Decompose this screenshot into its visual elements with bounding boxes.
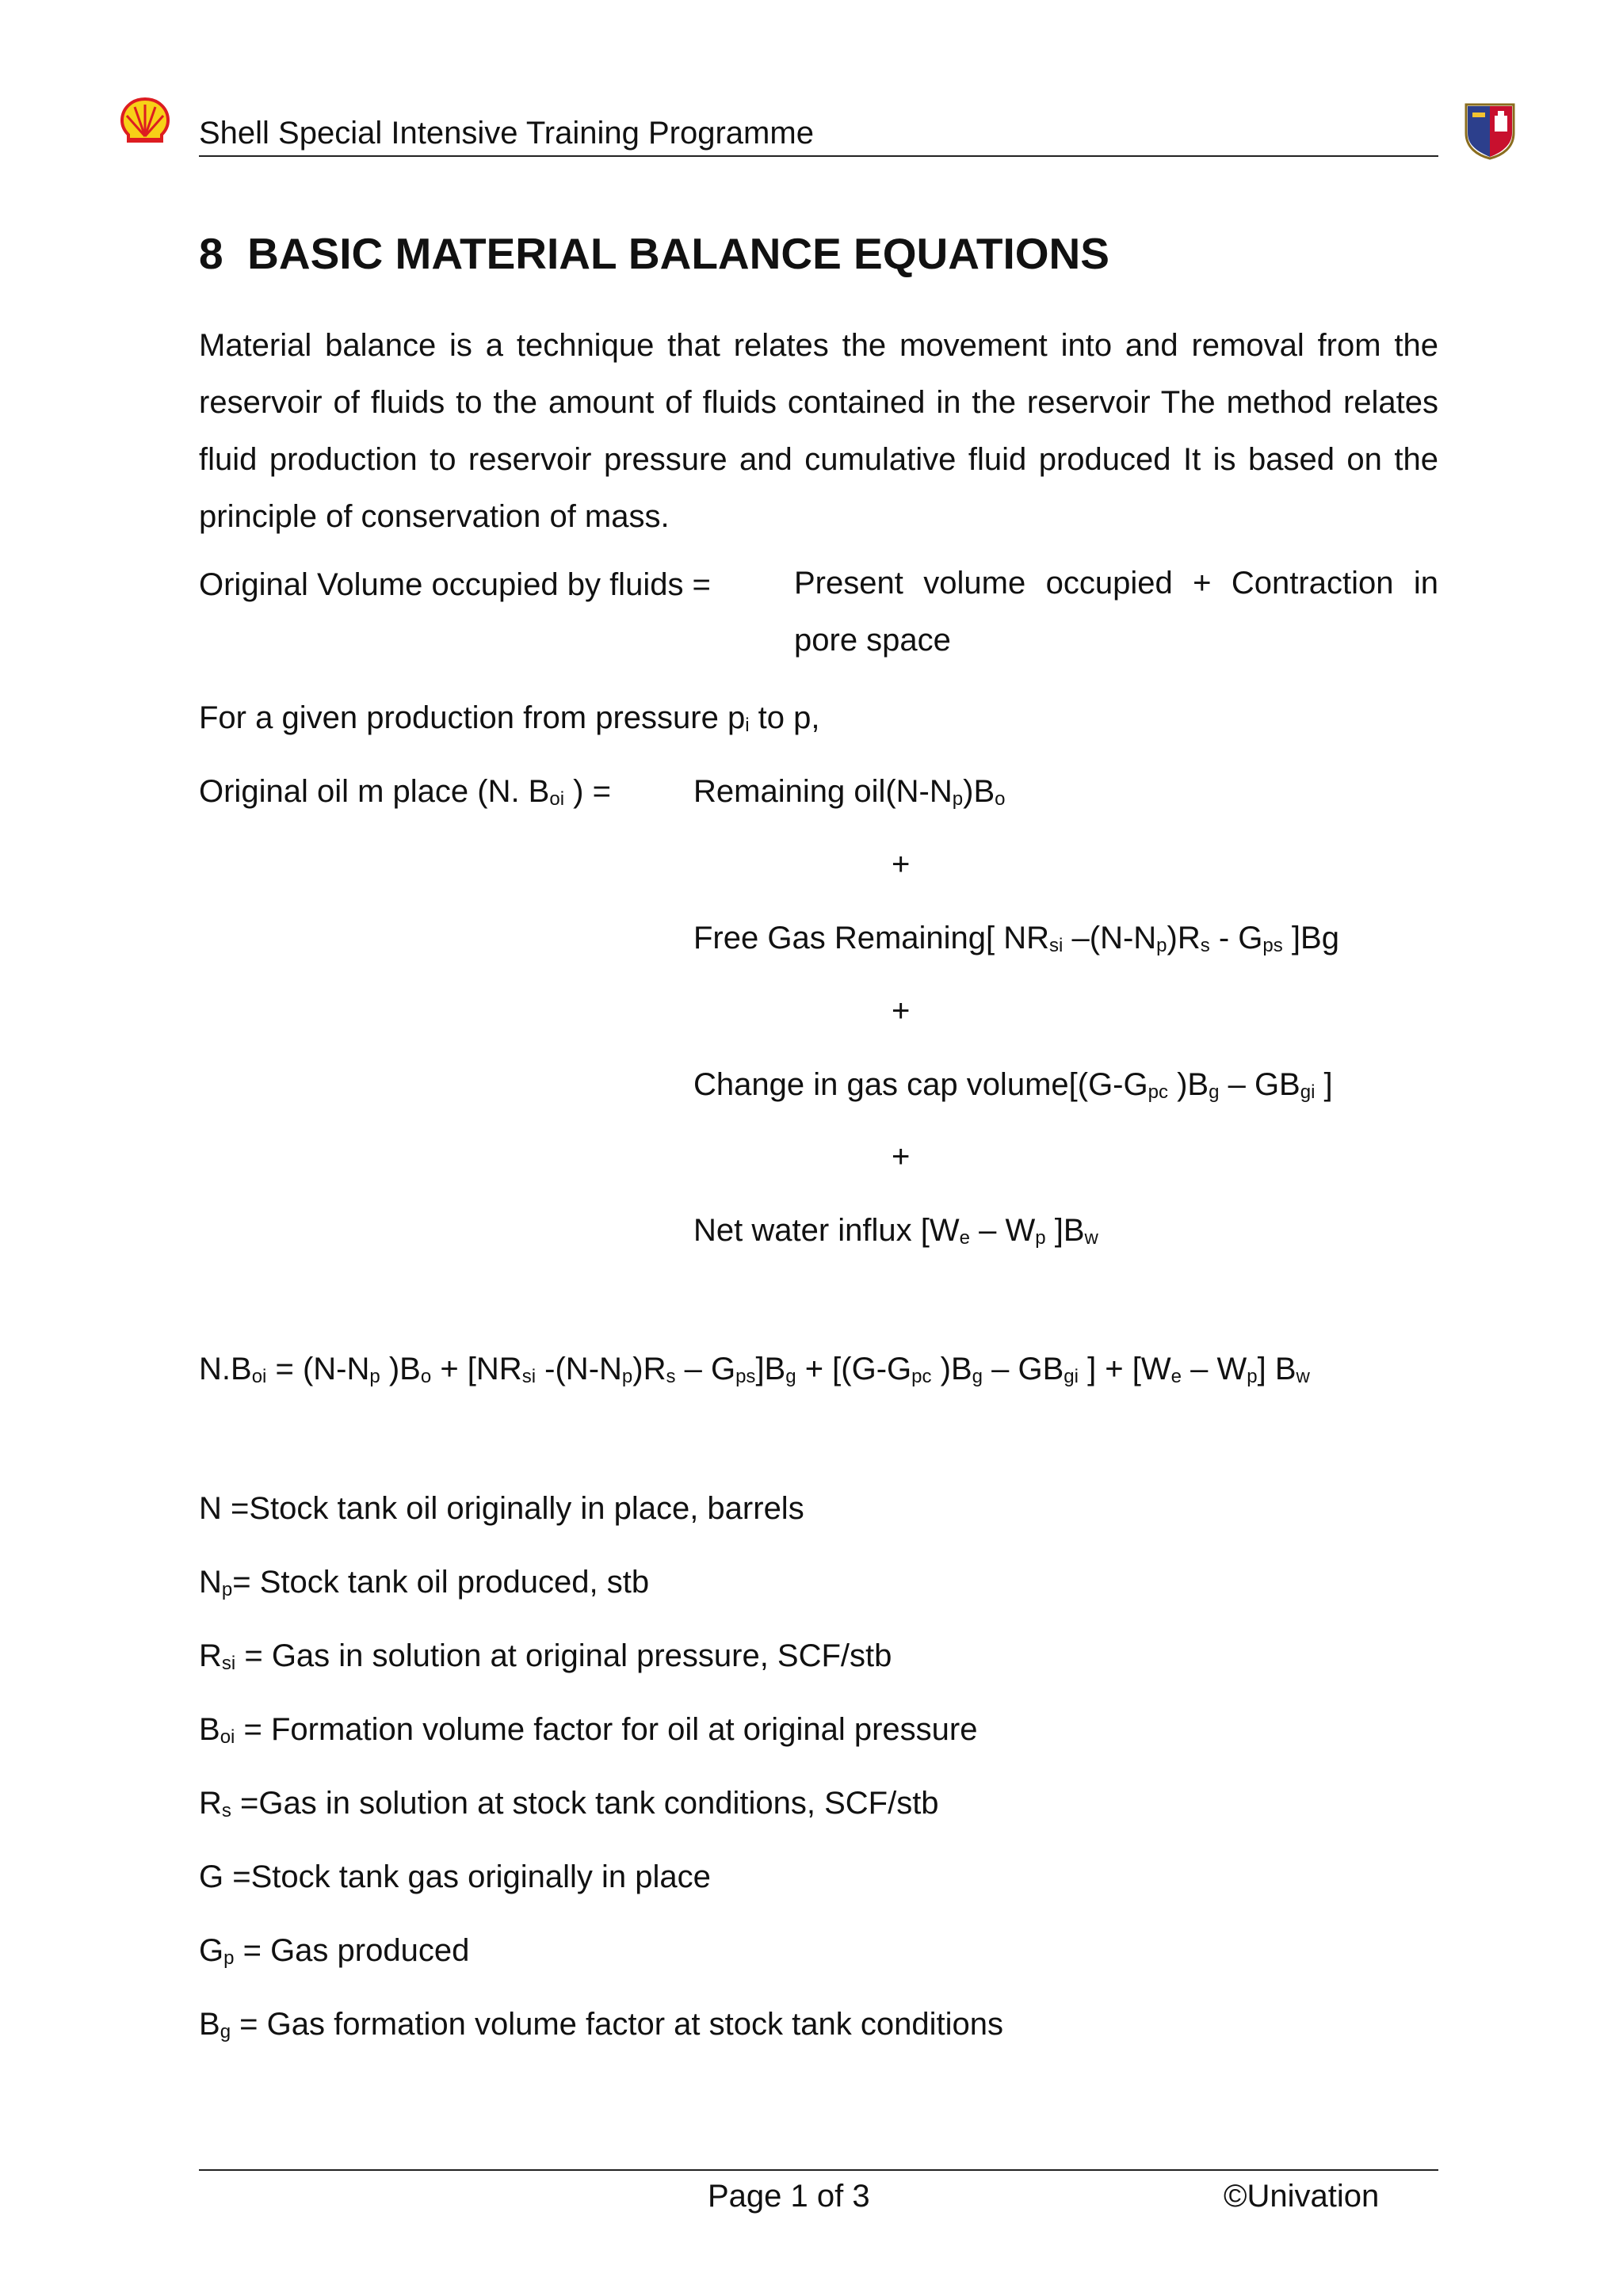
definition-item: $R_s =Gas$ in solution at stock tank conditions, SCF/stb — [199, 1786, 939, 1822]
intro-paragraph: Material balance is a technique that relates the movement into and removal from the reservoir of fluids to the amount of fluids contained in the reservoir The method relates fluid production to reservoir pressure and cumulative fluid produced It is based on the principle of conservation of mass. — [199, 328, 1438, 534]
plus-sign: + — [892, 1139, 911, 1174]
plus-sign: + — [892, 994, 911, 1028]
page-number: Page 1 of 3 — [708, 2179, 870, 2214]
section-number: 8 — [199, 229, 223, 278]
copyright-notice: ©Univation — [1224, 2179, 1380, 2214]
balance-term-remaining-oil: Remaining $oil(N-N_p)B_o$ — [693, 774, 1006, 810]
material-balance-equation: $N.B_{oi} = (N-N_p$ )$B_o + [NR_{si}$ $-(N-N_p)R_s - G_{ps}]B_g + [(G-G_{pc}$ )$B_g - GB_{gi}$ ] + $[W_e - W_p]$ $B_w$ — [199, 1352, 1310, 1388]
plus-sign: + — [892, 847, 911, 882]
definition-item: $N_p=$ Stock tank oil produced, stb — [199, 1565, 650, 1601]
university-crest-icon — [1463, 101, 1517, 160]
header-divider — [199, 155, 1438, 157]
definition-item: $B_{oi}$ = Formation volume factor for oil at original pressure — [199, 1712, 978, 1749]
definition-list — [199, 1491, 1003, 2081]
header-title: Shell Special Intensive Training Programme — [199, 116, 814, 151]
volume-rhs: Present volume occupied + Contraction in pore space — [794, 566, 1438, 658]
definition-item: $G_p$ = Gas produced — [199, 1933, 470, 1970]
section-heading: BASIC MATERIAL BALANCE EQUATIONS — [247, 229, 1109, 278]
balance-term-free-gas: Free Gas Remaining[ $NR_{si}$ $-(N-N_p)R_s - G_{ps}$ ]Bg — [693, 921, 1339, 957]
footer-divider — [199, 2169, 1438, 2171]
shell-logo-icon — [119, 97, 171, 146]
production-line: For a given production from pressure $p_i$ to p, — [199, 700, 820, 737]
balance-term-gas-cap: Change in gas cap $volume[(G-G_{pc}$ )$B_g - GB_{gi}$ ] — [693, 1067, 1333, 1104]
definition-item: $R_{si}$ = Gas in solution at original pressure, SCF/stb — [199, 1638, 892, 1675]
section-title — [199, 228, 1109, 279]
definition-item: G =Stock tank gas originally in place — [199, 1859, 711, 1894]
definition-item: $B_g$ = Gas formation volume factor at stock tank conditions — [199, 2007, 1003, 2043]
balance-lhs: Original oil m place (N. $B_{oi}$ ) = — [199, 774, 611, 810]
balance-term-water-influx: Net water influx [$W_e - W_p$ ]$B_w$ — [693, 1213, 1098, 1249]
volume-lhs: Original Volume occupied by fluids = — [199, 567, 711, 602]
definition-item: N =Stock tank oil originally in place, barrels — [199, 1491, 804, 1526]
